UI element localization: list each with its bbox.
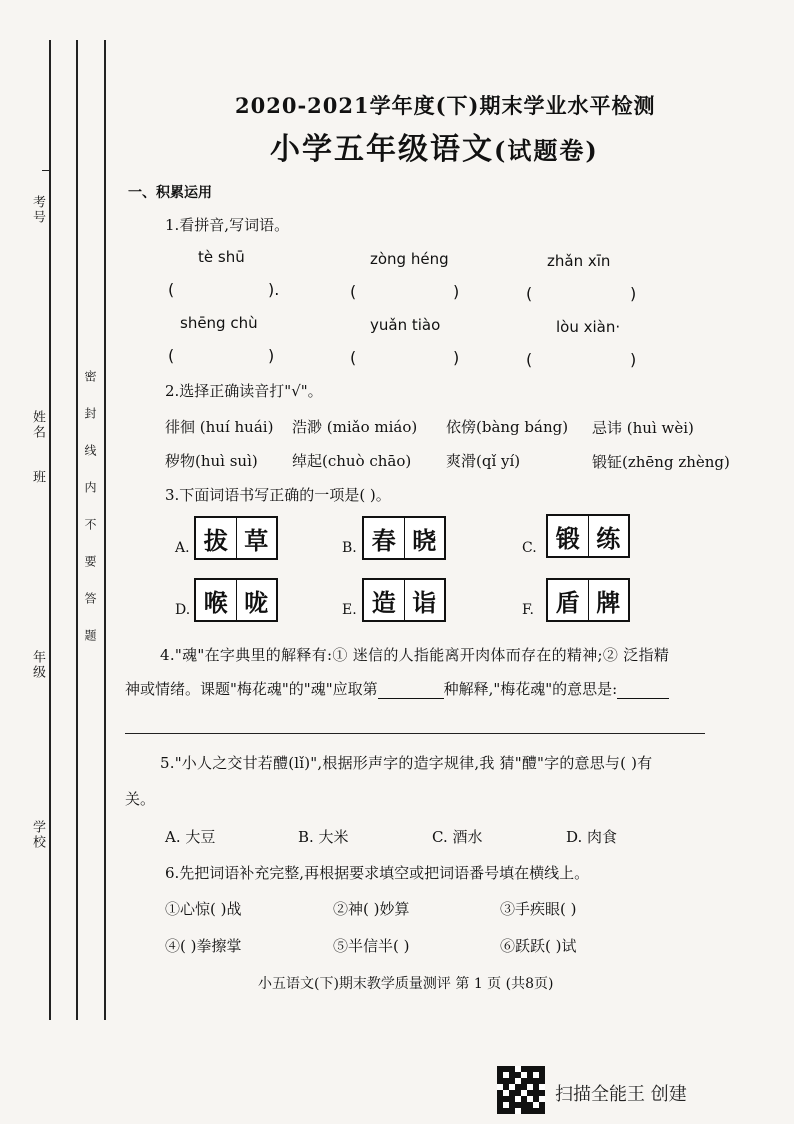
q3-char: 喉 <box>203 587 228 617</box>
margin-line-1 <box>49 40 51 1020</box>
q1-answer-paren-left: ( <box>350 282 357 301</box>
q5-line2: 关。 <box>125 790 156 808</box>
q3-char: 拔 <box>203 525 228 555</box>
q3-option-letter: B. <box>342 540 357 556</box>
q3-stem: 3.下面词语书写正确的一项是( )。 <box>165 486 391 504</box>
q3-char: 锻 <box>555 523 580 553</box>
exam-title-paren: (试题卷) <box>494 136 599 165</box>
q3-char: 练 <box>588 516 629 556</box>
q1-pinyin: yuǎn tiào <box>370 316 441 334</box>
margin-line-3 <box>104 40 106 1020</box>
q1-answer-paren-right: ) <box>453 282 460 301</box>
qr-code-icon <box>497 1066 545 1114</box>
q3-option-box-e <box>362 578 446 622</box>
q1-pinyin: zhǎn xīn <box>547 252 611 270</box>
class-label: 班 <box>30 470 45 485</box>
q3-option-box-b <box>362 516 446 560</box>
q5-option: B. 大米 <box>298 828 349 846</box>
q1-answer-paren-right: ) <box>630 284 637 303</box>
margin-line-2 <box>76 40 78 1020</box>
q2-item: 浩渺 (miǎo miáo) <box>292 418 418 436</box>
q4-answer-line[interactable] <box>125 733 705 734</box>
q1-answer-paren-left: ( <box>526 350 533 369</box>
q2-item: 锻钲(zhēng zhèng) <box>592 453 730 471</box>
q3-option-letter: F. <box>522 602 534 618</box>
q1-stem: 1.看拼音,写词语。 <box>165 216 290 234</box>
q6-item: ⑥跃跃( )试 <box>500 937 577 955</box>
q2-item: 依傍(bàng báng) <box>446 418 569 436</box>
q5-option: A. 大豆 <box>165 828 216 846</box>
q1-pinyin: shēng chù <box>180 314 258 332</box>
q3-option-box-a <box>194 516 278 560</box>
exam-title-line1: 2020-2021学年度(下)期末学业水平检测 <box>235 93 656 118</box>
q1-answer-paren-right: ) <box>453 348 460 367</box>
q3-option-letter: E. <box>342 602 357 618</box>
q3-option-box-f <box>546 578 630 622</box>
grade-label: 年级 <box>30 650 45 680</box>
q3-char: 春 <box>371 525 396 555</box>
q1-answer-paren-left: ( <box>350 348 357 367</box>
q3-option-box-d <box>194 578 278 622</box>
q6-stem: 6.先把词语补充完整,再根据要求填空或把词语番号填在横线上。 <box>165 864 590 882</box>
q1-answer-paren-left: ( <box>168 346 175 365</box>
q2-item: 忌讳 (huì wèi) <box>592 419 694 437</box>
q3-option-letter: A. <box>175 540 190 556</box>
exam-no-underline <box>42 170 50 171</box>
q1-answer-paren-left: ( <box>526 284 533 303</box>
q2-item: 爽滑(qǐ yí) <box>446 452 521 470</box>
q6-item: ①心惊( )战 <box>165 900 242 918</box>
seal-notice: 密封线内不要答题 <box>83 370 97 666</box>
q3-char: 牌 <box>588 580 629 620</box>
q1-answer-paren-right: ) <box>630 350 637 369</box>
q3-char: 咙 <box>236 580 277 620</box>
q4-line2-part2: 种解释,"梅花魂"的意思是: <box>443 680 618 698</box>
q2-item: 绰起(chuò chāo) <box>292 452 412 470</box>
exam-title-line2 <box>270 124 599 168</box>
page-footer: 小五语文(下)期末教学质量测评 第 1 页 (共8页) <box>258 976 554 992</box>
exam-title-main: 小学五年级语文 <box>270 132 494 167</box>
q3-option-box-c <box>546 514 630 558</box>
q3-option-letter: D. <box>175 602 191 618</box>
q4-line2 <box>125 678 669 699</box>
scanner-watermark: 扫描全能王 创建 <box>555 1084 687 1105</box>
q4-blank-number[interactable] <box>378 682 444 699</box>
q1-pinyin: lòu xiàn· <box>556 318 621 336</box>
q3-char: 草 <box>236 518 277 558</box>
exam-no-label: 考号 <box>30 195 45 225</box>
q4-line1: 4."魂"在字典里的解释有:① 迷信的人指能离开肉体而存在的精神;② 泛指精 <box>160 646 670 664</box>
q4-blank-meaning[interactable] <box>617 682 669 699</box>
q2-item: 秽物(huì suì) <box>165 452 258 470</box>
q3-char: 造 <box>371 587 396 617</box>
q5-option: C. 酒水 <box>432 828 483 846</box>
q5-line1: 5."小人之交甘若醴(lǐ)",根据形声字的造字规律,我 猜"醴"字的意思与( )有 <box>160 754 653 772</box>
q1-answer-paren-right: ). <box>268 280 280 299</box>
q1-answer-paren-left: ( <box>168 280 175 299</box>
q5-option: D. 肉食 <box>566 828 618 846</box>
q6-item: ③手疾眼( ) <box>500 900 577 918</box>
q3-char: 盾 <box>555 587 580 617</box>
section-title: 一、积累运用 <box>128 185 212 201</box>
q3-char: 诣 <box>404 580 445 620</box>
q1-pinyin: tè shū <box>198 248 245 266</box>
q6-item: ④( )拳擦掌 <box>165 937 242 955</box>
name-label: 姓名 <box>30 410 45 440</box>
q3-option-letter: C. <box>522 540 537 556</box>
school-label: 学校 <box>30 820 45 850</box>
q1-pinyin: zòng héng <box>370 250 449 268</box>
q4-line2-part1: 神或情绪。课题"梅花魂"的"魂"应取第 <box>125 680 378 698</box>
q3-char: 晓 <box>404 518 445 558</box>
q6-item: ⑤半信半( ) <box>333 937 410 955</box>
q2-stem: 2.选择正确读音打"√"。 <box>165 382 323 400</box>
q6-item: ②神( )妙算 <box>333 900 410 918</box>
q1-answer-paren-right: ) <box>268 346 275 365</box>
q2-item: 徘徊 (huí huái) <box>165 418 274 436</box>
